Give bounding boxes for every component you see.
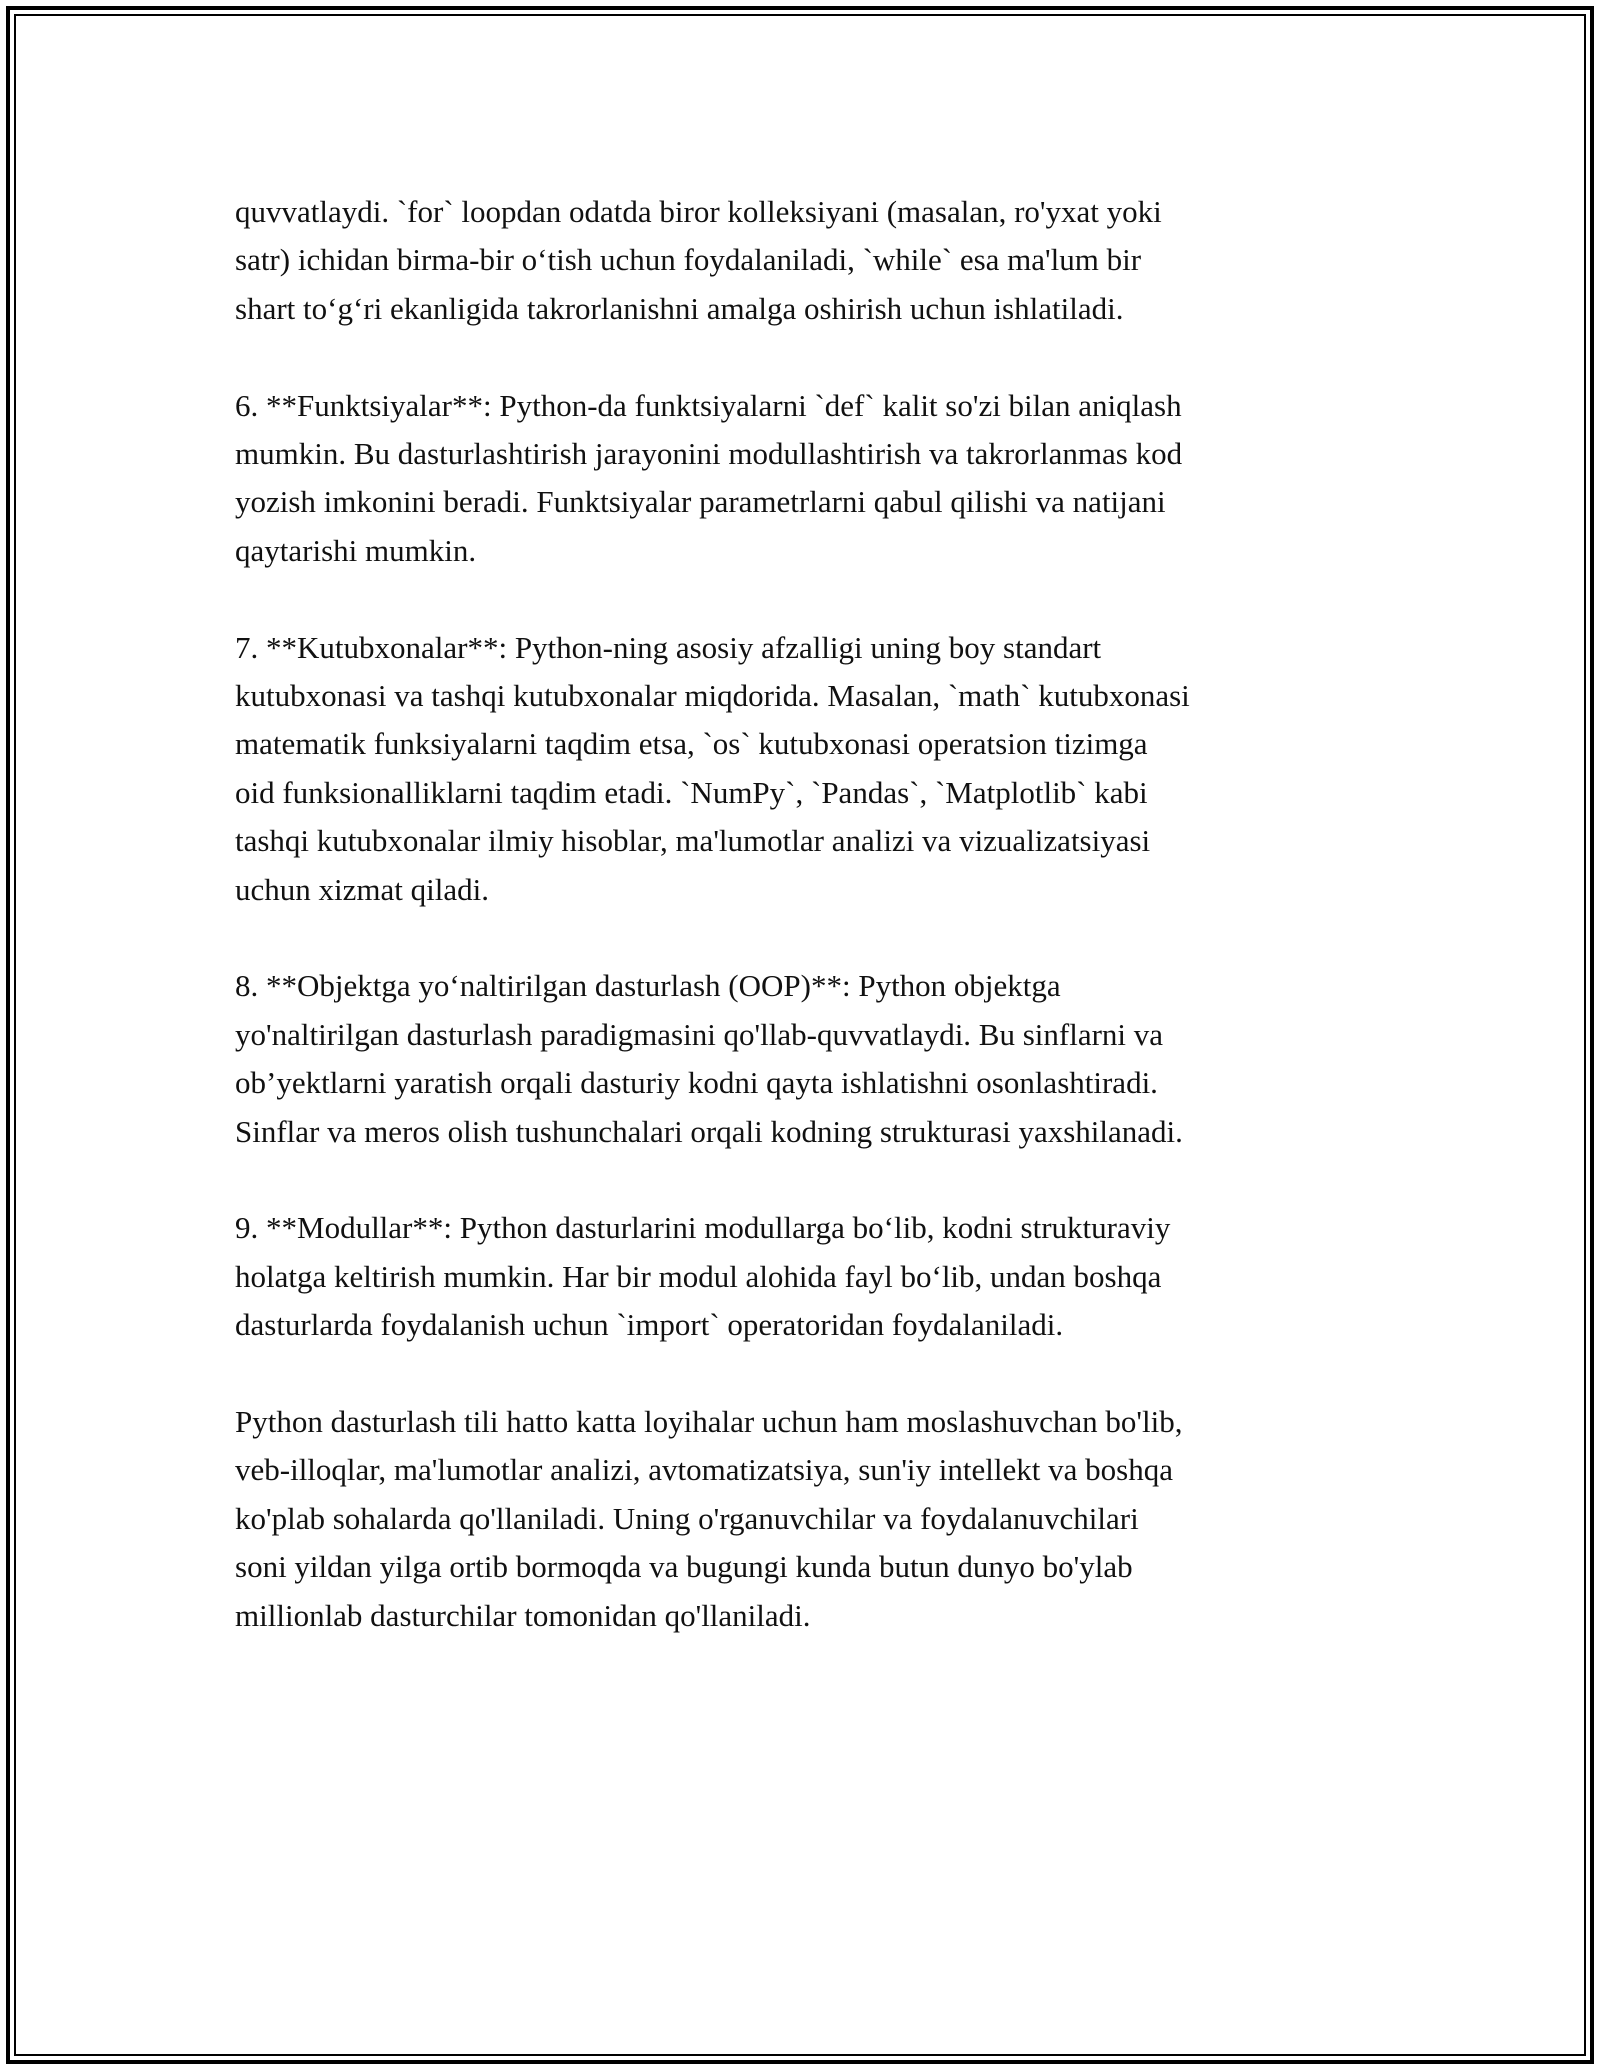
text-line: satr) ichidan birma-bir o‘tish uchun foydalaniladi, `while` esa ma'lum bir — [235, 242, 1142, 278]
text-line: millionlab dasturchilar tomonidan qo'llaniladi. — [235, 1597, 811, 1633]
document-body — [235, 188, 1375, 1689]
text-line: oid funksionalliklarni taqdim etadi. `NumPy`, `Pandas`, `Matplotlib` kabi — [235, 774, 1148, 810]
text-line: qaytarishi mumkin. — [235, 532, 477, 568]
text-line: 6. **Funktsiyalar**: Python-da funktsiyalarni `def` kalit so'zi bilan aniqlash — [235, 387, 1182, 423]
text-line: yo'naltirilgan dasturlash paradigmasini qo'llab-quvvatlaydi. Bu sinflarni va — [235, 1016, 1164, 1052]
text-line: uchun xizmat qiladi. — [235, 871, 489, 907]
text-line: holatga keltirish mumkin. Har bir modul alohida fayl bo‘lib, undan boshqa — [235, 1258, 1162, 1294]
paragraph-libraries — [235, 624, 1375, 914]
text-line: 8. **Objektga yo‘naltirilgan dasturlash (OOP)**: Python objektga — [235, 968, 1061, 1004]
paragraph-conclusion — [235, 1398, 1375, 1640]
text-line: Sinflar va meros olish tushunchalari orqali kodning strukturasi yaxshilanadi. — [235, 1113, 1183, 1149]
text-line: veb-illoqlar, ma'lumotlar analizi, avtomatizatsiya, sun'iy intellekt va boshqa — [235, 1452, 1173, 1488]
paragraph-modules — [235, 1204, 1375, 1349]
text-line: soni yildan yilga ortib bormoqda va bugungi kunda butun dunyo bo'ylab — [235, 1549, 1133, 1585]
text-line: Python dasturlash tili hatto katta loyihalar uchun ham moslashuvchan bo'lib, — [235, 1404, 1183, 1440]
paragraph-oop — [235, 962, 1375, 1156]
text-line: dasturlarda foydalanish uchun `import` operatoridan foydalaniladi. — [235, 1307, 1064, 1343]
text-line: 7. **Kutubxonalar**: Python-ning asosiy afzalligi uning boy standart — [235, 629, 1102, 665]
text-line: matematik funksiyalarni taqdim etsa, `os` kutubxonasi operatsion tizimga — [235, 726, 1148, 762]
paragraph-loops-continuation — [235, 188, 1375, 333]
text-line: shart to‘g‘ri ekanligida takrorlanishni amalga oshirish uchun ishlatiladi. — [235, 290, 1124, 326]
text-line: 9. **Modullar**: Python dasturlarini modullarga bo‘lib, kodni strukturaviy — [235, 1210, 1171, 1246]
text-line: ko'plab sohalarda qo'llaniladi. Uning o'rganuvchilar va foydalanuvchilari — [235, 1500, 1139, 1536]
text-line: yozish imkonini beradi. Funktsiyalar parametrlarni qabul qilishi va natijani — [235, 484, 1166, 520]
text-line: ob’yektlarni yaratish orqali dasturiy kodni qayta ishlatishni osonlashtiradi. — [235, 1065, 1158, 1101]
paragraph-functions — [235, 382, 1375, 576]
text-line: tashqi kutubxonalar ilmiy hisoblar, ma'lumotlar analizi va vizualizatsiyasi — [235, 823, 1151, 859]
text-line: quvvatlaydi. `for` loopdan odatda biror kolleksiyani (masalan, ro'yxat yoki — [235, 194, 1162, 229]
text-line: mumkin. Bu dasturlashtirish jarayonini modullashtirish va takrorlanmas kod — [235, 436, 1183, 472]
text-line: kutubxonasi va tashqi kutubxonalar miqdorida. Masalan, `math` kutubxonasi — [235, 678, 1190, 714]
